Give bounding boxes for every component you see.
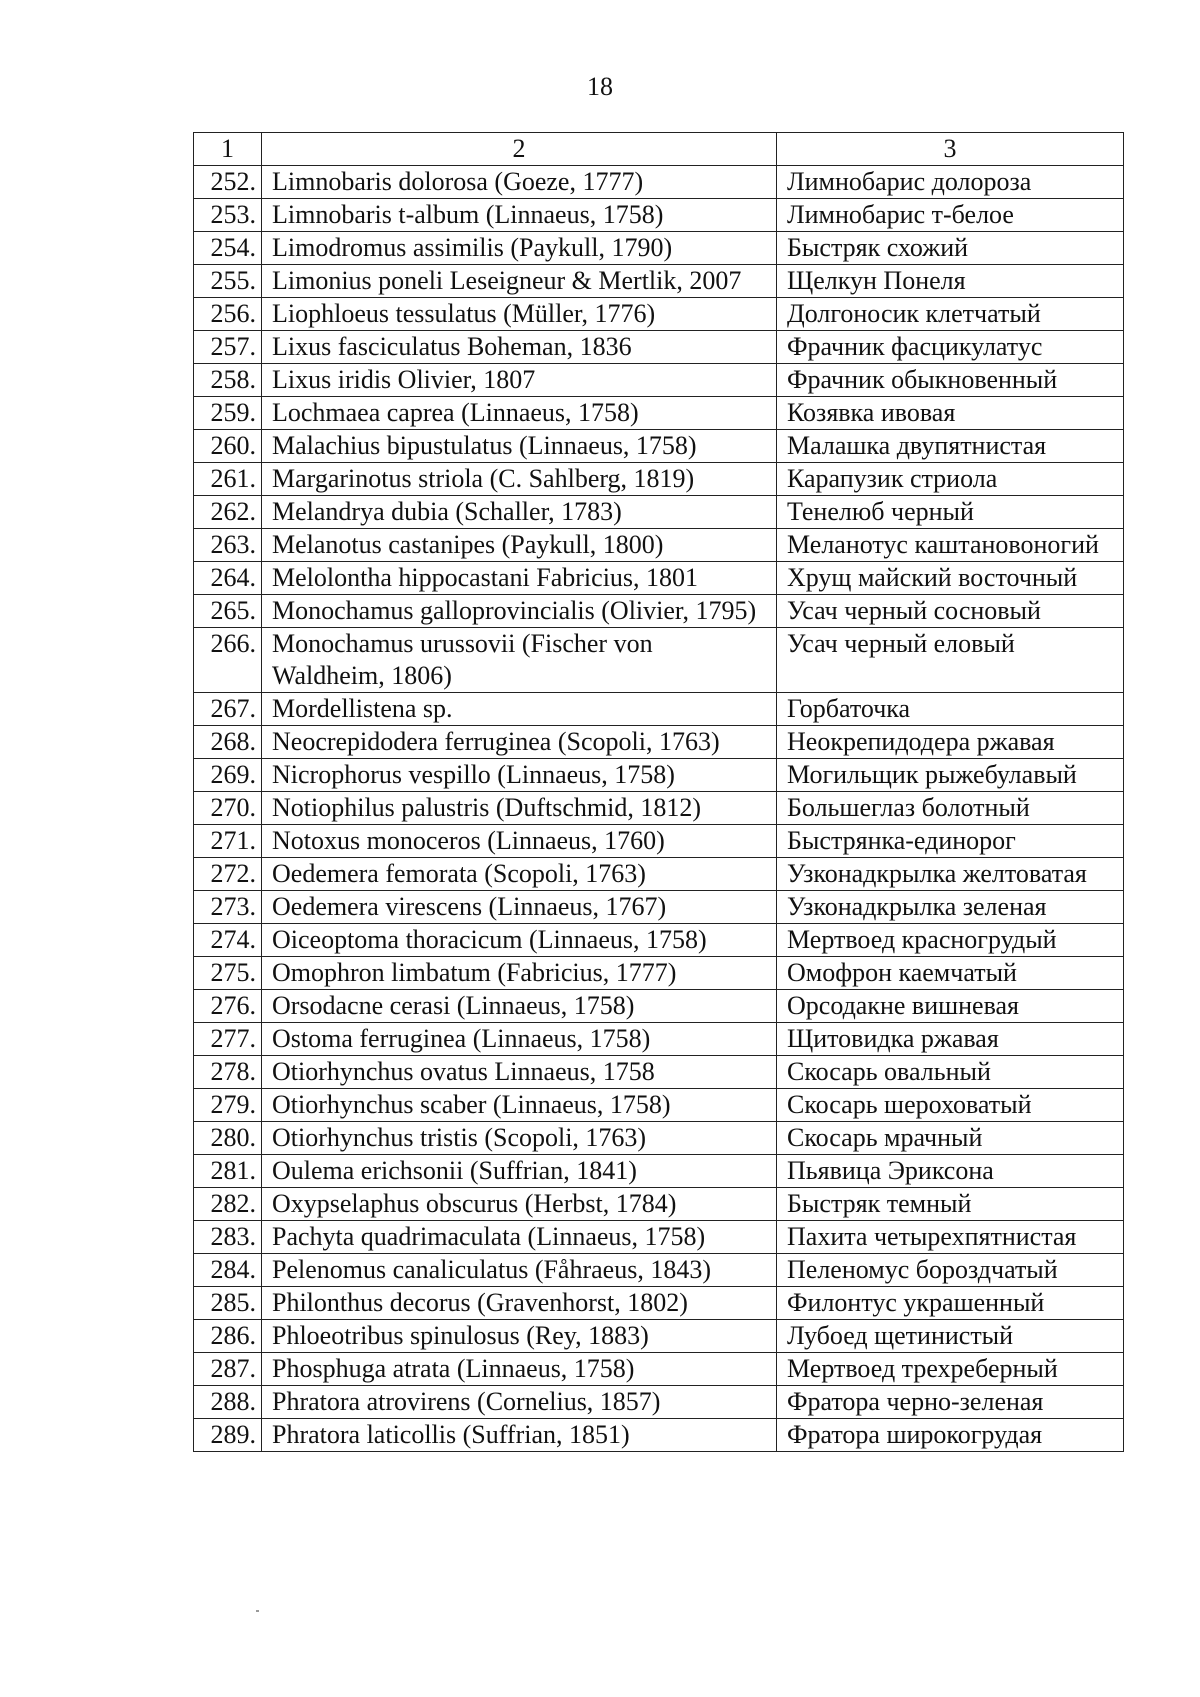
russian-name-cell: Могильщик рыжебулавый xyxy=(777,759,1124,792)
table-row xyxy=(194,924,1124,957)
table-row xyxy=(194,265,1124,298)
russian-name-cell: Козявка ивовая xyxy=(777,397,1124,430)
table-row xyxy=(194,1386,1124,1419)
scan-artifact xyxy=(256,1610,259,1612)
row-number: 272. xyxy=(194,858,262,891)
table-row xyxy=(194,693,1124,726)
russian-name-cell: Карапузик стриола xyxy=(777,463,1124,496)
russian-name-cell: Орсодакне вишневая xyxy=(777,990,1124,1023)
table-row xyxy=(194,232,1124,265)
table-row xyxy=(194,1320,1124,1353)
table-body xyxy=(194,166,1124,1452)
russian-name-cell: Неокрепидодера ржавая xyxy=(777,726,1124,759)
russian-name-cell: Хрущ майский восточный xyxy=(777,562,1124,595)
table-row xyxy=(194,1287,1124,1320)
row-number: 285. xyxy=(194,1287,262,1320)
russian-name-cell: Усач черный еловый xyxy=(777,628,1124,693)
table-row xyxy=(194,496,1124,529)
table-row xyxy=(194,990,1124,1023)
russian-name-cell: Меланотус каштановоногий xyxy=(777,529,1124,562)
row-number: 266. xyxy=(194,628,262,693)
russian-name-cell: Лимнобарис т-белое xyxy=(777,199,1124,232)
russian-name-cell: Омофрон каемчатый xyxy=(777,957,1124,990)
latin-name-cell: Pachyta quadrimaculata (Linnaeus, 1758) xyxy=(262,1221,777,1254)
table-row xyxy=(194,562,1124,595)
row-number: 253. xyxy=(194,199,262,232)
table-row xyxy=(194,199,1124,232)
latin-name-cell: Melolontha hippocastani Fabricius, 1801 xyxy=(262,562,777,595)
latin-name-cell: Limodromus assimilis (Paykull, 1790) xyxy=(262,232,777,265)
page-number: 18 xyxy=(587,72,613,101)
row-number: 286. xyxy=(194,1320,262,1353)
row-number: 288. xyxy=(194,1386,262,1419)
table-row xyxy=(194,397,1124,430)
latin-name-cell: Orsodacne cerasi (Linnaeus, 1758) xyxy=(262,990,777,1023)
latin-name-cell: Limnobaris t-album (Linnaeus, 1758) xyxy=(262,199,777,232)
table-row xyxy=(194,1188,1124,1221)
row-number: 278. xyxy=(194,1056,262,1089)
russian-name-cell: Тенелюб черный xyxy=(777,496,1124,529)
latin-name-cell: Lixus fasciculatus Boheman, 1836 xyxy=(262,331,777,364)
row-number: 284. xyxy=(194,1254,262,1287)
table-row xyxy=(194,1221,1124,1254)
latin-name-cell: Otiorhynchus scaber (Linnaeus, 1758) xyxy=(262,1089,777,1122)
row-number: 255. xyxy=(194,265,262,298)
latin-name-cell: Phratora atrovirens (Cornelius, 1857) xyxy=(262,1386,777,1419)
russian-name-cell: Быстряк темный xyxy=(777,1188,1124,1221)
russian-name-cell: Горбаточка xyxy=(777,693,1124,726)
table-row xyxy=(194,529,1124,562)
table-row xyxy=(194,1419,1124,1452)
row-number: 275. xyxy=(194,957,262,990)
row-number: 279. xyxy=(194,1089,262,1122)
row-number: 280. xyxy=(194,1122,262,1155)
latin-name-cell: Lochmaea caprea (Linnaeus, 1758) xyxy=(262,397,777,430)
row-number: 257. xyxy=(194,331,262,364)
latin-name-cell: Margarinotus striola (C. Sahlberg, 1819) xyxy=(262,463,777,496)
latin-name-cell: Lixus iridis Olivier, 1807 xyxy=(262,364,777,397)
latin-name-cell: Otiorhynchus tristis (Scopoli, 1763) xyxy=(262,1122,777,1155)
row-number: 289. xyxy=(194,1419,262,1452)
latin-name-cell: Nicrophorus vespillo (Linnaeus, 1758) xyxy=(262,759,777,792)
table-row xyxy=(194,858,1124,891)
species-table xyxy=(193,132,1124,1452)
latin-name-cell: Phratora laticollis (Suffrian, 1851) xyxy=(262,1419,777,1452)
latin-name-cell: Ostoma ferruginea (Linnaeus, 1758) xyxy=(262,1023,777,1056)
row-number: 263. xyxy=(194,529,262,562)
latin-name-cell: Melanotus castanipes (Paykull, 1800) xyxy=(262,529,777,562)
column-header-number: 1 xyxy=(194,133,262,166)
latin-name-cell: Oxypselaphus obscurus (Herbst, 1784) xyxy=(262,1188,777,1221)
row-number: 259. xyxy=(194,397,262,430)
russian-name-cell: Фрачник фасцикулатус xyxy=(777,331,1124,364)
row-number: 269. xyxy=(194,759,262,792)
latin-name-cell: Limonius poneli Leseigneur & Mertlik, 2007 xyxy=(262,265,777,298)
row-number: 273. xyxy=(194,891,262,924)
row-number: 281. xyxy=(194,1155,262,1188)
table-row xyxy=(194,628,1124,693)
russian-name-cell: Усач черный сосновый xyxy=(777,595,1124,628)
table-row xyxy=(194,463,1124,496)
row-number: 261. xyxy=(194,463,262,496)
table-row xyxy=(194,825,1124,858)
row-number: 282. xyxy=(194,1188,262,1221)
latin-name-cell: Neocrepidodera ferruginea (Scopoli, 1763) xyxy=(262,726,777,759)
row-number: 262. xyxy=(194,496,262,529)
latin-name-cell: Oiceoptoma thoracicum (Linnaeus, 1758) xyxy=(262,924,777,957)
latin-name-cell: Limnobaris dolorosa (Goeze, 1777) xyxy=(262,166,777,199)
table-row xyxy=(194,957,1124,990)
russian-name-cell: Мертвоед трехреберный xyxy=(777,1353,1124,1386)
russian-name-cell: Узконадкрылка зеленая xyxy=(777,891,1124,924)
row-number: 268. xyxy=(194,726,262,759)
row-number: 276. xyxy=(194,990,262,1023)
latin-name-cell: Oedemera femorata (Scopoli, 1763) xyxy=(262,858,777,891)
latin-name-cell: Mordellistena sp. xyxy=(262,693,777,726)
latin-name-cell: Pelenomus canaliculatus (Fåhraeus, 1843) xyxy=(262,1254,777,1287)
column-header-russian-name: 3 xyxy=(777,133,1124,166)
russian-name-cell: Пьявица Эриксона xyxy=(777,1155,1124,1188)
russian-name-cell: Малашка двупятнистая xyxy=(777,430,1124,463)
row-number: 274. xyxy=(194,924,262,957)
column-header-latin-name: 2 xyxy=(262,133,777,166)
latin-name-cell: Oedemera virescens (Linnaeus, 1767) xyxy=(262,891,777,924)
russian-name-cell: Скосарь мрачный xyxy=(777,1122,1124,1155)
row-number: 258. xyxy=(194,364,262,397)
row-number: 271. xyxy=(194,825,262,858)
table-row xyxy=(194,1155,1124,1188)
row-number: 277. xyxy=(194,1023,262,1056)
row-number: 265. xyxy=(194,595,262,628)
russian-name-cell: Щелкун Понеля xyxy=(777,265,1124,298)
latin-name-cell: Philonthus decorus (Gravenhorst, 1802) xyxy=(262,1287,777,1320)
latin-name-cell: Otiorhynchus ovatus Linnaeus, 1758 xyxy=(262,1056,777,1089)
russian-name-cell: Мертвоед красногрудый xyxy=(777,924,1124,957)
row-number: 252. xyxy=(194,166,262,199)
table-row xyxy=(194,331,1124,364)
table-row xyxy=(194,595,1124,628)
table-row xyxy=(194,792,1124,825)
table-row xyxy=(194,166,1124,199)
russian-name-cell: Лимнобарис долороза xyxy=(777,166,1124,199)
row-number: 270. xyxy=(194,792,262,825)
latin-name-cell: Phloeotribus spinulosus (Rey, 1883) xyxy=(262,1320,777,1353)
latin-name-cell: Monochamus urussovii (Fischer von Waldheim, 1806) xyxy=(262,628,777,693)
row-number: 267. xyxy=(194,693,262,726)
table-row xyxy=(194,726,1124,759)
russian-name-cell: Долгоносик клетчатый xyxy=(777,298,1124,331)
table-header-row xyxy=(194,133,1124,166)
russian-name-cell: Узконадкрылка желтоватая xyxy=(777,858,1124,891)
russian-name-cell: Фратора черно-зеленая xyxy=(777,1386,1124,1419)
latin-name-cell: Oulema erichsonii (Suffrian, 1841) xyxy=(262,1155,777,1188)
russian-name-cell: Скосарь шероховатый xyxy=(777,1089,1124,1122)
table-row xyxy=(194,298,1124,331)
latin-name-cell: Liophloeus tessulatus (Müller, 1776) xyxy=(262,298,777,331)
row-number: 264. xyxy=(194,562,262,595)
latin-name-cell: Notoxus monoceros (Linnaeus, 1760) xyxy=(262,825,777,858)
latin-name-cell: Melandrya dubia (Schaller, 1783) xyxy=(262,496,777,529)
table-row xyxy=(194,1353,1124,1386)
russian-name-cell: Большеглаз болотный xyxy=(777,792,1124,825)
latin-name-cell: Malachius bipustulatus (Linnaeus, 1758) xyxy=(262,430,777,463)
table-row xyxy=(194,891,1124,924)
table-row xyxy=(194,430,1124,463)
russian-name-cell: Быстряк схожий xyxy=(777,232,1124,265)
russian-name-cell: Пахита четырехпятнистая xyxy=(777,1221,1124,1254)
table-row xyxy=(194,1023,1124,1056)
table-row xyxy=(194,1122,1124,1155)
latin-name-cell: Phosphuga atrata (Linnaeus, 1758) xyxy=(262,1353,777,1386)
latin-name-cell: Notiophilus palustris (Duftschmid, 1812) xyxy=(262,792,777,825)
table-row xyxy=(194,1254,1124,1287)
latin-name-cell: Omophron limbatum (Fabricius, 1777) xyxy=(262,957,777,990)
row-number: 283. xyxy=(194,1221,262,1254)
latin-name-cell: Monochamus galloprovincialis (Olivier, 1795) xyxy=(262,595,777,628)
row-number: 260. xyxy=(194,430,262,463)
russian-name-cell: Лубоед щетинистый xyxy=(777,1320,1124,1353)
row-number: 254. xyxy=(194,232,262,265)
russian-name-cell: Пеленомус бороздчатый xyxy=(777,1254,1124,1287)
table-row xyxy=(194,1056,1124,1089)
russian-name-cell: Фрачник обыкновенный xyxy=(777,364,1124,397)
row-number: 256. xyxy=(194,298,262,331)
row-number: 287. xyxy=(194,1353,262,1386)
table-row xyxy=(194,759,1124,792)
russian-name-cell: Филонтус украшенный xyxy=(777,1287,1124,1320)
russian-name-cell: Фратора широкогрудая xyxy=(777,1419,1124,1452)
table-row xyxy=(194,1089,1124,1122)
table-row xyxy=(194,364,1124,397)
russian-name-cell: Быстрянка-единорог xyxy=(777,825,1124,858)
russian-name-cell: Щитовидка ржавая xyxy=(777,1023,1124,1056)
russian-name-cell: Скосарь овальный xyxy=(777,1056,1124,1089)
